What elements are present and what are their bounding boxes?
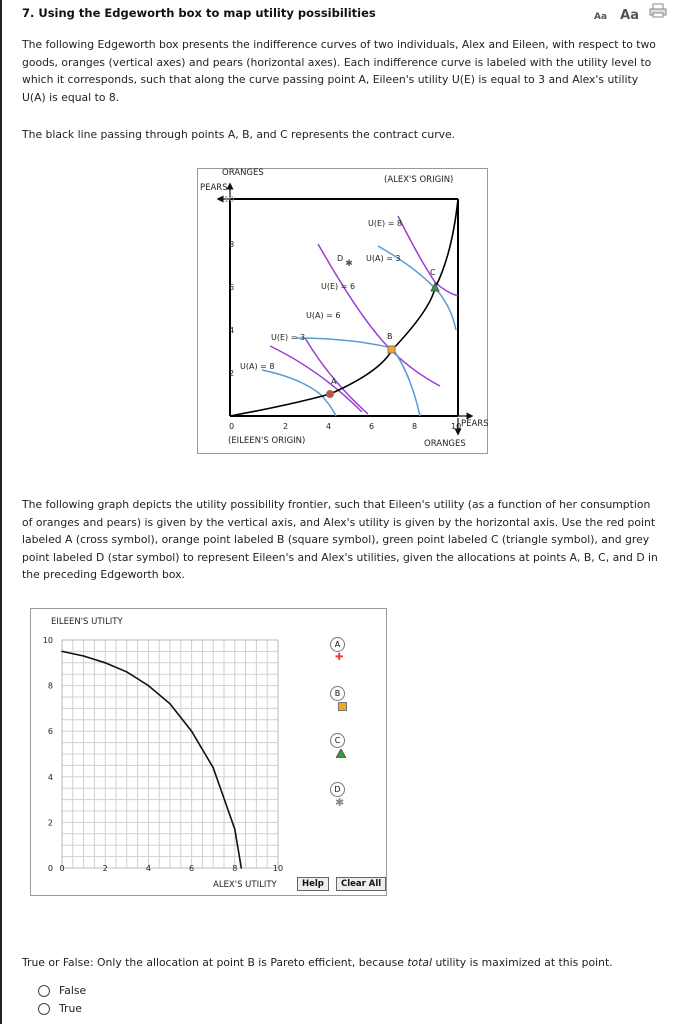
clear-all-button[interactable]: Clear All xyxy=(336,877,386,891)
frontier-point xyxy=(126,671,128,673)
frontier-point xyxy=(169,703,171,705)
tf-prompt: True or False: Only the allocation at point B is Pareto efficient, because xyxy=(22,956,408,969)
edgeworth-x-tick: 10 xyxy=(451,422,462,431)
option-true-label: True xyxy=(59,1002,82,1015)
option-false-label: False xyxy=(59,984,87,997)
y-tick-label: 6 xyxy=(47,727,53,737)
curve-label: U(E) = 8 xyxy=(368,219,403,228)
oranges-top-label: ORANGES xyxy=(222,168,264,178)
frontier-point xyxy=(234,828,236,830)
x-tick-label: 0 xyxy=(59,864,65,873)
frontier-point xyxy=(148,685,150,687)
x-axis-label: ALEX'S UTILITY xyxy=(213,880,277,890)
pears-right-label: PEARS xyxy=(461,419,489,429)
edgeworth-y-tick: 4 xyxy=(229,326,235,335)
edgeworth-x-tick: 8 xyxy=(412,422,418,431)
y-tick-label: 4 xyxy=(47,772,53,782)
pears-left-label: PEARS xyxy=(200,183,228,193)
curve-label: U(A) = 3 xyxy=(366,254,401,263)
curve-label: U(A) = 6 xyxy=(306,311,341,320)
y-tick-label: 0 xyxy=(47,864,53,873)
question-title: 7. Using the Edgeworth box to map utility possibilities xyxy=(22,6,376,20)
edgeworth-y-tick: 10 xyxy=(224,195,235,204)
cross-tool-icon[interactable]: ✚ xyxy=(335,652,344,663)
x-tick-label: 2 xyxy=(102,864,108,873)
y-tick-label: 10 xyxy=(42,636,53,645)
square-tool-icon[interactable] xyxy=(338,702,347,711)
help-button[interactable]: Help xyxy=(297,877,329,891)
point-label-c: C xyxy=(430,268,436,277)
edgeworth-x-tick: 6 xyxy=(369,422,375,431)
frontier-point xyxy=(61,651,63,653)
tool-a-button[interactable]: A xyxy=(330,637,345,652)
curve-label: U(E) = 3 xyxy=(271,333,306,342)
edgeworth-y-tick: 0 xyxy=(229,422,235,431)
option-true[interactable] xyxy=(38,1002,82,1015)
contract-note: The black line passing through points A, B, and C represents the contract curve. xyxy=(22,128,456,141)
oranges-bottom-label: ORANGES xyxy=(424,439,466,449)
tf-prompt-end: utility is maximized at this point. xyxy=(432,956,613,969)
y-axis-label: EILEEN'S UTILITY xyxy=(51,617,123,627)
edgeworth-x-tick: 4 xyxy=(326,422,332,431)
tool-b-button[interactable]: B xyxy=(330,686,345,701)
x-tick-label: 8 xyxy=(232,864,238,873)
x-tick-label: 4 xyxy=(145,864,151,873)
font-large-button[interactable]: Aa xyxy=(620,8,639,23)
radio-true[interactable] xyxy=(38,1003,50,1015)
curve-label: U(E) = 6 xyxy=(321,282,356,291)
font-small-button[interactable]: Aa xyxy=(594,12,608,22)
frontier-line xyxy=(62,651,241,868)
point-label-d: D xyxy=(337,254,344,263)
point-label-a: A xyxy=(331,377,337,386)
point-label-b: B xyxy=(387,332,393,341)
edgeworth-y-tick: 8 xyxy=(229,240,235,249)
option-false[interactable] xyxy=(38,984,86,997)
graph-instructions: The following graph depicts the utility possibility frontier, such that Eileen's utility (as a function of her consumption of oranges and pears) is given by the vertical axis, and Alex's utility is given by the horizontal axis. Use the red point labeled A (cross symbol), orange point labeled B (square symbol), green point labeled C (triangle symbol), and grey point labeled D (star symbol) to represent Eileen's and Alex's utilities, given the allocations at points A, B, C, and D in the preceding Edgeworth box. xyxy=(22,498,658,582)
alex-origin-label: (ALEX'S ORIGIN) xyxy=(384,175,454,185)
x-tick-label: 10 xyxy=(272,864,284,873)
frontier-point xyxy=(191,730,193,732)
eileen-origin-label: (EILEEN'S ORIGIN) xyxy=(228,436,306,446)
edgeworth-y-tick: 6 xyxy=(229,283,235,292)
y-tick-label: 2 xyxy=(47,818,53,828)
tool-c-button[interactable]: C xyxy=(330,733,345,748)
y-tick-label: 8 xyxy=(47,681,53,691)
radio-false[interactable] xyxy=(38,985,50,997)
x-tick-label: 6 xyxy=(189,864,195,873)
frontier-point xyxy=(240,867,242,869)
tf-question xyxy=(22,956,613,969)
frontier-point xyxy=(212,767,214,769)
triangle-tool-icon[interactable] xyxy=(336,749,346,758)
curve-label: U(A) = 8 xyxy=(240,362,275,371)
tf-emphasis: total xyxy=(407,956,433,969)
intro-paragraph: The following Edgeworth box presents the indifference curves of two individuals, Alex and Eileen, with respect to two goods, oranges (vertical axes) and pears (horizontal axes). Each indifference curve is labeled with the utility level to which it corresponds, such that along the curve passing point A, Eileen's utility U(E) is equal to 3 and Alex's utility U(A) is equal to 8. xyxy=(22,38,656,104)
edgeworth-x-tick: 2 xyxy=(283,422,289,431)
star-tool-icon[interactable]: ✱ xyxy=(335,796,345,809)
frontier-point xyxy=(104,662,106,664)
tool-d-button[interactable]: D xyxy=(330,782,345,797)
frontier-point xyxy=(83,655,85,657)
point-d-marker: ✱ xyxy=(345,259,353,269)
edgeworth-y-tick: 2 xyxy=(229,369,235,378)
